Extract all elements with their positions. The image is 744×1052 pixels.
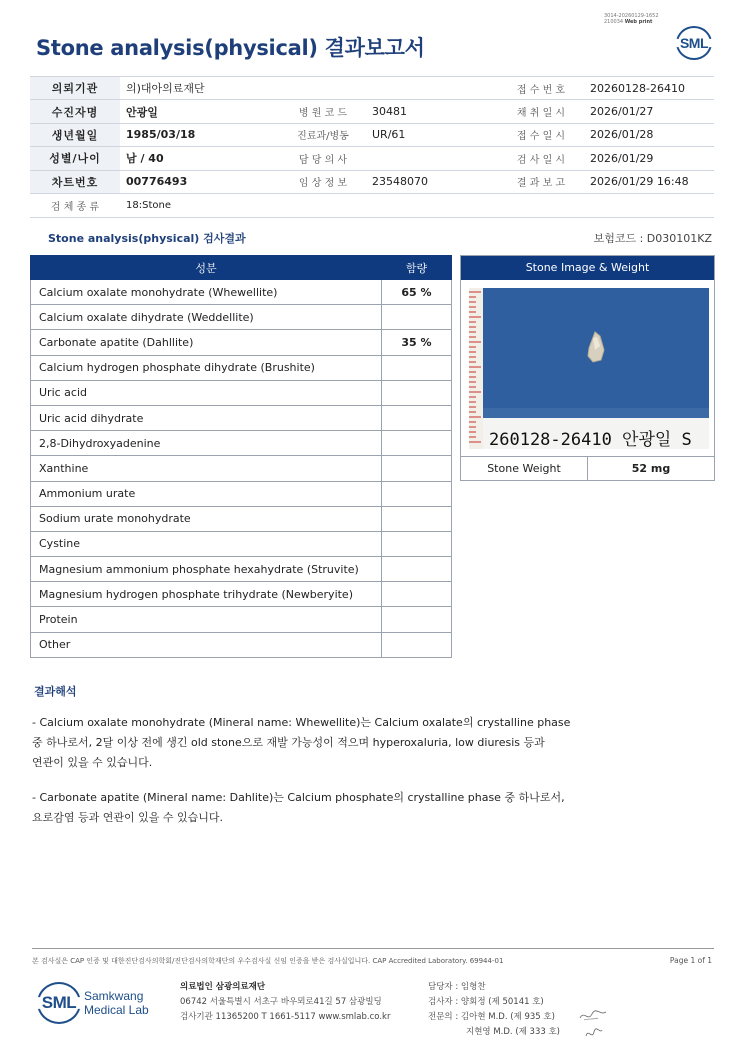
info-label: 진료과/병동 — [280, 123, 366, 146]
component-pct-header: 함량 — [382, 256, 452, 280]
component-row — [31, 355, 452, 380]
staff-row — [428, 995, 560, 1010]
component-row — [31, 607, 452, 632]
component-name: Other — [31, 632, 382, 657]
component-row — [31, 557, 452, 582]
component-name: Carbonate apatite (Dahllite) — [31, 330, 382, 355]
interpretation-title: 결과해석 — [34, 685, 77, 698]
component-pct — [382, 557, 452, 582]
signature-image — [578, 1008, 610, 1044]
info-value: 남 / 40 — [120, 147, 280, 170]
staff-role: 전문의 : — [428, 1012, 459, 1022]
page-title: Stone analysis(physical) 결과보고서 — [36, 36, 425, 60]
component-name: Uric acid — [31, 380, 382, 405]
component-row — [31, 582, 452, 607]
result-section-title: Stone analysis(physical) 검사결과 — [48, 232, 246, 245]
info-label: 채 취 일 시 — [498, 100, 584, 123]
print-code-line1: 3014-20260129-1652 — [604, 13, 659, 19]
stone-weight-label: Stone Weight — [461, 457, 588, 481]
component-pct — [382, 582, 452, 607]
info-row — [30, 170, 714, 193]
component-pct: 65 % — [382, 280, 452, 305]
component-pct — [382, 632, 452, 657]
lab-address-block — [180, 980, 390, 1025]
interpretation-line: 중 하나로서, 2달 이상 전에 생긴 old stone으로 재발 가능성이 적으며 hyperoxaluria, low diuresis 등과 — [32, 736, 545, 749]
page-number: Page 1 of 1 — [669, 956, 712, 965]
info-label: 결 과 보 고 — [498, 170, 584, 193]
info-label: 수진자명 — [30, 100, 120, 123]
stone-image-header: Stone Image & Weight — [461, 256, 714, 280]
info-row — [30, 100, 714, 123]
component-name: Protein — [31, 607, 382, 632]
info-value: 30481 — [366, 100, 498, 123]
print-code-line2: 210034 — [604, 19, 624, 25]
info-row — [30, 77, 714, 100]
lab-contact: 검사기관 11365200 T 1661-5117 www.smlab.co.kr — [180, 1012, 391, 1022]
staff-name: 양회정 (제 50141 호) — [460, 997, 544, 1007]
info-label — [280, 77, 366, 100]
report-print-code — [604, 13, 659, 25]
info-label: 접 수 번 호 — [498, 77, 584, 100]
lab-address: 06742 서울특별시 서초구 바우뫼로41길 57 삼광빌딩 — [180, 997, 382, 1007]
component-pct — [382, 405, 452, 430]
component-pct — [382, 481, 452, 506]
component-pct — [382, 305, 452, 330]
photo-sample-label: 260128-26410 안광일 S — [489, 430, 692, 449]
info-row — [30, 123, 714, 146]
staff-role: 담당자 : — [428, 982, 459, 992]
patient-info-table — [30, 76, 714, 218]
stone-image-panel — [460, 255, 715, 481]
info-label: 검 사 일 시 — [498, 147, 584, 170]
info-label: 생년월일 — [30, 123, 120, 146]
info-value: UR/61 — [366, 123, 498, 146]
info-value: 2026/01/27 — [584, 100, 714, 123]
component-name: Uric acid dihydrate — [31, 405, 382, 430]
component-row — [31, 330, 452, 355]
interpretation-line: - Calcium oxalate monohydrate (Mineral name: Whewellite)는 Calcium oxalate의 crystalline phase — [32, 716, 571, 729]
info-row-specimen — [30, 193, 714, 217]
logo-text: SML — [679, 35, 709, 51]
info-value: 2026/01/29 — [584, 147, 714, 170]
component-name: Xanthine — [31, 456, 382, 481]
interpretation-paragraph-2 — [32, 788, 612, 828]
interpretation-line: - Carbonate apatite (Mineral name: Dahlite)는 Calcium phosphate의 crystalline phase 중 하나로서, — [32, 791, 565, 804]
component-row — [31, 456, 452, 481]
info-label: 차트번호 — [30, 170, 120, 193]
component-row — [31, 280, 452, 305]
sml-logo-bottom — [37, 982, 81, 1024]
component-name: 2,8-Dihydroxyadenine — [31, 431, 382, 456]
component-name: Ammonium urate — [31, 481, 382, 506]
staff-name: 김아현 M.D. (제 935 호) — [460, 1012, 555, 1022]
specimen-value: 18:Stone — [120, 193, 714, 217]
info-value: 20260128-26410 — [584, 77, 714, 100]
component-row — [31, 632, 452, 657]
component-name: Calcium oxalate monohydrate (Whewellite) — [31, 280, 382, 305]
info-label: 담 당 의 사 — [280, 147, 366, 170]
info-value: 2026/01/29 16:48 — [584, 170, 714, 193]
staff-block — [428, 980, 560, 1040]
info-label: 임 상 정 보 — [280, 170, 366, 193]
component-pct — [382, 531, 452, 556]
stone-photo — [469, 288, 709, 449]
component-pct — [382, 380, 452, 405]
staff-row — [428, 1010, 560, 1025]
info-label: 의뢰기관 — [30, 77, 120, 100]
staff-role: 검사자 : — [428, 997, 459, 1007]
component-name-header: 성분 — [31, 256, 382, 280]
component-name: Magnesium hydrogen phosphate trihydrate (Newberyite) — [31, 582, 382, 607]
info-label: 성별/나이 — [30, 147, 120, 170]
stone-photo-image — [469, 288, 709, 449]
component-pct — [382, 355, 452, 380]
component-row — [31, 405, 452, 430]
component-row — [31, 506, 452, 531]
component-table-body — [31, 280, 452, 658]
component-row — [31, 431, 452, 456]
staff-row — [428, 980, 560, 995]
component-table — [30, 255, 452, 658]
accreditation-note: 본 검사실은 CAP 인증 및 대한진단검사의학회/진단검사의학재단의 우수검사실 신임 인증을 받은 검사실입니다. CAP Accredited Laboratory. 69944-01 — [32, 957, 504, 965]
info-value — [366, 147, 498, 170]
info-value: 00776493 — [120, 170, 280, 193]
lab-name-line2: Medical Lab — [84, 1003, 149, 1017]
interpretation-line: 요로감염 등과 연관이 있을 수 있습니다. — [32, 811, 223, 824]
info-value: 1985/03/18 — [120, 123, 280, 146]
component-row — [31, 305, 452, 330]
info-value: 의)대아의료재단 — [120, 77, 280, 100]
component-name: Cystine — [31, 531, 382, 556]
specimen-label: 검 체 종 류 — [30, 193, 120, 217]
info-value: 2026/01/28 — [584, 123, 714, 146]
component-name: Calcium oxalate dihydrate (Weddellite) — [31, 305, 382, 330]
footer-divider — [32, 948, 714, 949]
staff-row — [428, 1025, 560, 1040]
info-value: 안광일 — [120, 100, 280, 123]
component-name: Sodium urate monohydrate — [31, 506, 382, 531]
staff-name: 임형찬 — [460, 982, 486, 992]
lab-name-line1: Samkwang — [84, 989, 144, 1003]
logo-text: SML — [41, 993, 77, 1012]
info-label: 접 수 일 시 — [498, 123, 584, 146]
component-row — [31, 481, 452, 506]
component-name: Magnesium ammonium phosphate hexahydrate (Struvite) — [31, 557, 382, 582]
component-pct — [382, 607, 452, 632]
sml-logo-top — [676, 26, 712, 60]
component-pct: 35 % — [382, 330, 452, 355]
info-value — [366, 77, 498, 100]
lab-name — [84, 989, 149, 1017]
info-row — [30, 147, 714, 170]
component-row — [31, 531, 452, 556]
interpretation-line: 연관이 있을 수 있습니다. — [32, 756, 153, 769]
component-name: Calcium hydrogen phosphate dihydrate (Brushite) — [31, 355, 382, 380]
stone-weight-row — [461, 456, 714, 481]
web-print-label: Web print — [624, 19, 653, 25]
component-pct — [382, 456, 452, 481]
lab-org-name: 의료법인 삼광의료재단 — [180, 982, 266, 992]
component-row — [31, 380, 452, 405]
component-pct — [382, 506, 452, 531]
info-label: 병 원 코 드 — [280, 100, 366, 123]
insurance-code: 보험코드 : D030101KZ — [593, 232, 712, 245]
staff-name: 지현영 M.D. (제 333 호) — [466, 1027, 561, 1037]
interpretation-paragraph-1 — [32, 713, 612, 773]
stone-weight-value: 52 mg — [631, 462, 671, 475]
component-header-row — [31, 256, 452, 280]
component-pct — [382, 431, 452, 456]
info-value: 23548070 — [366, 170, 498, 193]
